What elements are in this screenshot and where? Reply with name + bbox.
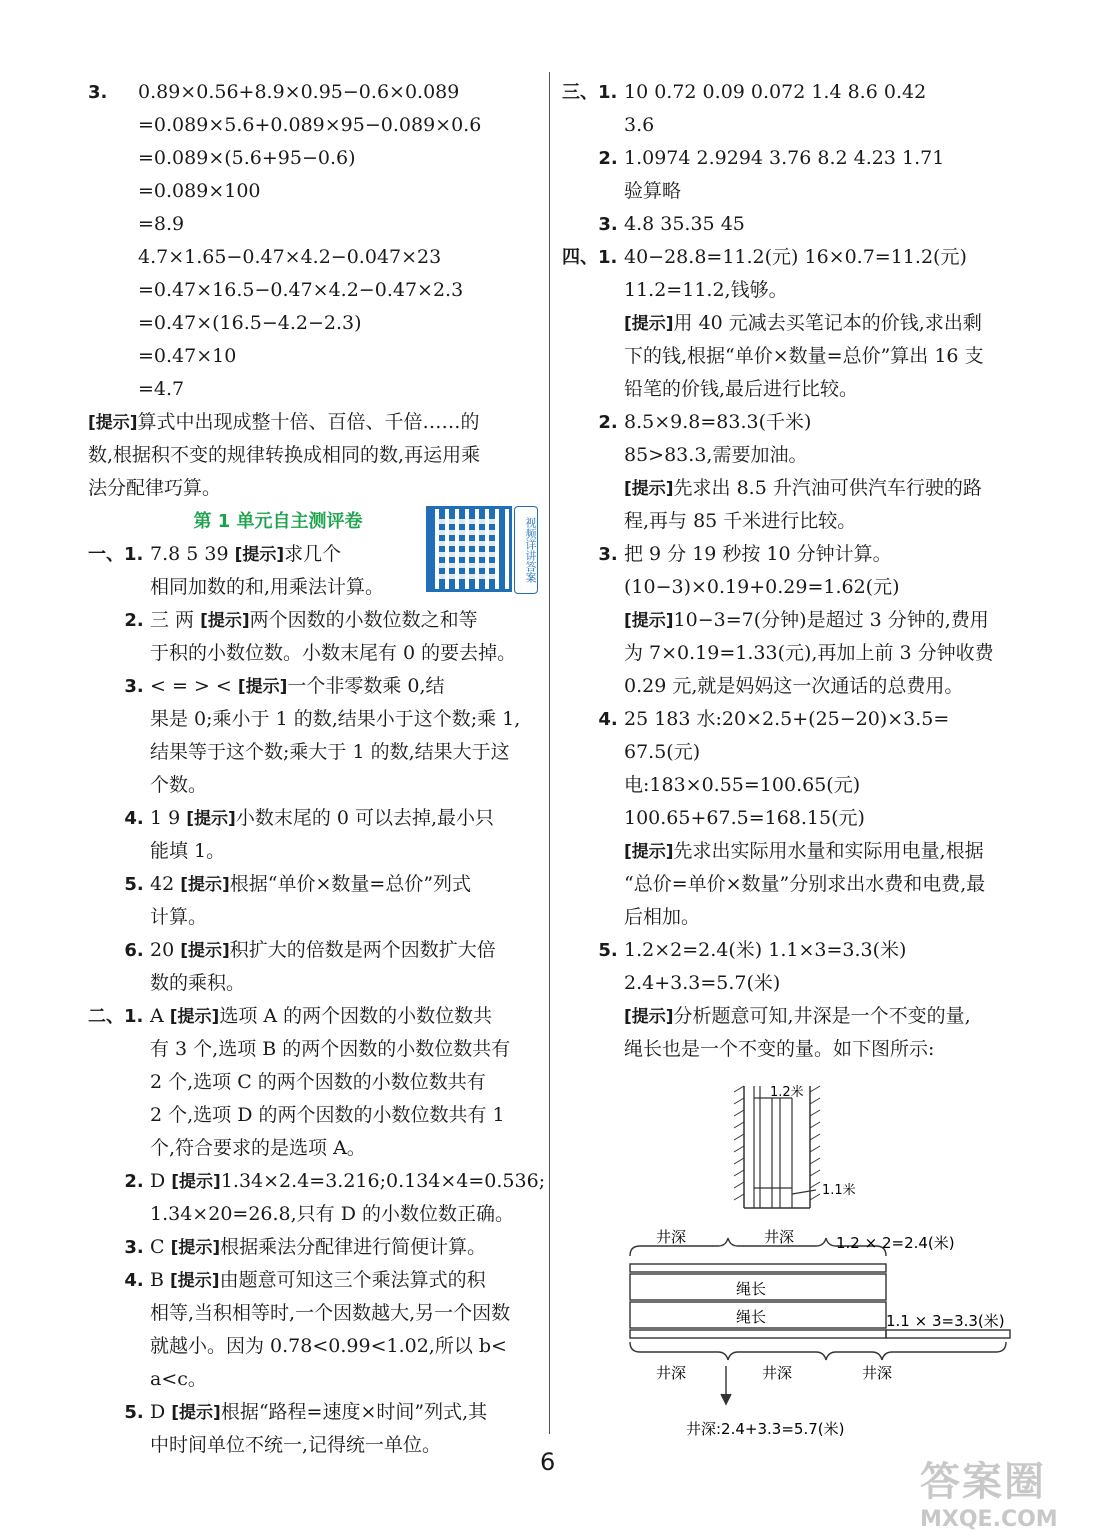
eq-line: =0.089×5.6+0.089×95−0.089×0.6 (138, 114, 482, 136)
answer-line: 果是 0;乘小于 1 的数,结果小于这个数;乘 1, (150, 708, 521, 730)
answer-line: [提示]先求出 8.5 升汽油可供汽车行驶的路 (624, 477, 982, 499)
eq-label-2: 1.1 × 3=3.3(米) (886, 1312, 1005, 1330)
answer-line: 1.34×20=26.8,只有 D 的小数位数正确。 (150, 1203, 514, 1225)
answer-line: 2. 8.5×9.8=83.3(千米) (598, 411, 812, 433)
answer-line: 2. 三 两 [提示]两个因数的小数位数之和等 (124, 609, 478, 631)
answer-line: 个数。 (150, 774, 208, 796)
answer-line: “总价=单价×数量”分别求出水费和电费,最 (624, 873, 986, 895)
eq-line: 4.7×1.65−0.47×4.2−0.047×23 (138, 246, 442, 268)
eq-line: =8.9 (138, 213, 185, 235)
answer-line: 相等,当积相等时,一个因数越大,另一个因数 (150, 1302, 511, 1324)
well-depth-label: 井深 (656, 1228, 687, 1246)
label-1-1m: 1.1米 (822, 1183, 856, 1198)
answer-line: 2. D [提示]1.34×2.4=3.216;0.134×4=0.536; (124, 1170, 546, 1192)
answer-line: [提示]用 40 元减去买笔记本的价钱,求出剩 (624, 312, 982, 334)
section-title: 第 1 单元自主测评卷 (193, 511, 363, 532)
answer-line: 电:183×0.55=100.65(元) (624, 774, 861, 796)
column-divider (549, 72, 550, 1434)
answer-line: 11.2=11.2,钱够。 (624, 279, 788, 301)
answer-line: 0.29 元,就是妈妈这一次通话的总费用。 (624, 675, 964, 697)
answer-line: 为 7×0.19=1.33(元),再加上前 3 分钟收费 (624, 642, 994, 664)
tip-line: 法分配律巧算。 (88, 477, 222, 499)
answer-line: 3. < = > < [提示]一个非零数乘 0,结 (124, 675, 445, 697)
rope-bar-1 (630, 1264, 886, 1272)
eq-line: =0.47×10 (138, 345, 237, 367)
well-depth-label: 井深 (656, 1364, 687, 1382)
eq-line: =4.7 (138, 378, 185, 400)
left-column (88, 76, 546, 1462)
rope-length-label: 绳长 (736, 1280, 767, 1298)
answer-line: 能填 1。 (150, 840, 226, 862)
answer-line: 67.5(元) (624, 741, 701, 763)
eq-line: =0.47×(16.5−4.2−2.3) (138, 312, 362, 334)
answer-line: 有 3 个,选项 B 的两个因数的小数位数共有 (150, 1038, 511, 1060)
answer-line: 计算。 (150, 906, 208, 928)
answer-line: 验算略 (624, 180, 682, 202)
eq-line: 3. 0.89×0.56+8.9×0.95−0.6×0.089 (88, 81, 460, 103)
answer-line: 程,再与 85 千米进行比较。 (624, 510, 857, 532)
answer-line: 二、1. A [提示]选项 A 的两个因数的小数位数共 (88, 1005, 493, 1027)
well-depth-brace-bottom (630, 1342, 1006, 1360)
answer-line: 个,符合要求的是选项 A。 (150, 1137, 366, 1159)
answer-line: 相同加数的和,用乘法计算。 (150, 576, 385, 598)
answer-line: 5. 1.2×2=2.4(米) 1.1×3=3.3(米) (598, 939, 907, 961)
tip-line: 数,根据积不变的规律转换成相同的数,再运用乘 (88, 444, 481, 466)
well-walls (734, 1086, 820, 1208)
page-number: 6 (540, 1448, 556, 1476)
well-figure (730, 1082, 890, 1212)
watermark-logo: 答案圈 MXQE.COM (920, 1459, 1058, 1532)
answer-line: 4. B [提示]由题意可知这三个乘法算式的积 (124, 1269, 486, 1291)
answer-line: 5. D [提示]根据“路程=速度×时间”列式,其 (124, 1401, 488, 1423)
answer-line: 2.4+3.3=5.7(米) (624, 972, 781, 994)
answer-line: 6. 20 [提示]积扩大的倍数是两个因数扩大倍 (124, 939, 496, 961)
rope-extension (886, 1330, 1010, 1338)
eq-line: =0.089×100 (138, 180, 261, 202)
result-label: 井深:2.4+3.3=5.7(米) (686, 1420, 845, 1438)
rope-length-label: 绳长 (736, 1308, 767, 1326)
well-depth-label: 井深 (862, 1364, 893, 1382)
eq-line: =0.47×16.5−0.47×4.2−0.47×2.3 (138, 279, 464, 301)
answer-line: 85>83.3,需要加油。 (624, 444, 808, 466)
answer-line: 下的钱,根据“单价×数量=总价”算出 16 支 (624, 345, 984, 367)
answer-line: 4. 1 9 [提示]小数末尾的 0 可以去掉,最小只 (124, 807, 495, 829)
answer-line: 结果等于这个数;乘大于 1 的数,结果大于这 (150, 741, 510, 763)
answer-line: 4. 25 183 水:20×2.5+(25−20)×3.5= (598, 708, 950, 730)
segment-figure (626, 1226, 1026, 1446)
answer-line: 就越小。因为 0.78<0.99<1.02,所以 b< (150, 1335, 507, 1357)
answer-line: [提示]10−3=7(分钟)是超过 3 分钟的,费用 (624, 609, 989, 631)
answer-line: 数的乘积。 (150, 972, 246, 994)
qr-code-icon[interactable] (426, 506, 512, 592)
well-depth-label: 井深 (764, 1228, 795, 1246)
answer-line: 2 个,选项 C 的两个因数的小数位数共有 (150, 1071, 486, 1093)
answer-line: 3. C [提示]根据乘法分配律进行简便计算。 (124, 1236, 487, 1258)
eq-line: =0.089×(5.6+95−0.6) (138, 147, 356, 169)
well-depth-label: 井深 (762, 1364, 793, 1382)
answer-line: 2 个,选项 D 的两个因数的小数位数共有 1 (150, 1104, 505, 1126)
answer-line: [提示]分析题意可知,井深是一个不变的量, (624, 1005, 971, 1027)
answer-line: a<c。 (150, 1368, 207, 1390)
tip-line: [提示]算式中出现成整十倍、百倍、千倍……的 (88, 411, 480, 433)
answer-line: 一、1. 7.8 5 39 [提示]求几个 (88, 543, 342, 565)
right-column (562, 76, 1024, 1066)
answer-line: [提示]先求出实际用水量和实际用电量,根据 (624, 840, 984, 862)
answer-line: 绳长也是一个不变的量。如下图所示: (624, 1038, 935, 1060)
answer-line: 四、1. 40−28.8=11.2(元) 16×0.7=11.2(元) (562, 246, 967, 268)
answer-line: 3.6 (624, 114, 655, 136)
answer-line: 后相加。 (624, 906, 701, 928)
answer-line: 3. 4.8 35.35 45 (598, 213, 745, 235)
label-1-2m: 1.2米 (770, 1085, 804, 1100)
answer-line: 铅笔的价钱,最后进行比较。 (624, 378, 859, 400)
answer-line: 5. 42 [提示]根据“单价×数量=总价”列式 (124, 873, 472, 895)
rope-bar-4 (630, 1330, 886, 1338)
answer-line: 于积的小数位数。小数末尾有 0 的要去掉。 (150, 642, 517, 664)
answer-line: 3. 把 9 分 19 秒按 10 分钟计算。 (598, 543, 892, 565)
eq-label-1: 1.2 × 2=2.4(米) (836, 1234, 955, 1252)
answer-line: (10−3)×0.19+0.29=1.62(元) (624, 576, 900, 598)
rope-lines (754, 1086, 816, 1208)
answer-line: 三、1. 10 0.72 0.09 0.072 1.4 8.6 0.42 (562, 81, 927, 103)
answer-line: 2. 1.0974 2.9294 3.76 8.2 4.23 1.71 (598, 147, 945, 169)
answer-line: 中时间单位不统一,记得统一单位。 (150, 1434, 442, 1456)
answer-line: 100.65+67.5=168.15(元) (624, 807, 865, 829)
qr-label: 视频详讲答案 (514, 506, 538, 594)
